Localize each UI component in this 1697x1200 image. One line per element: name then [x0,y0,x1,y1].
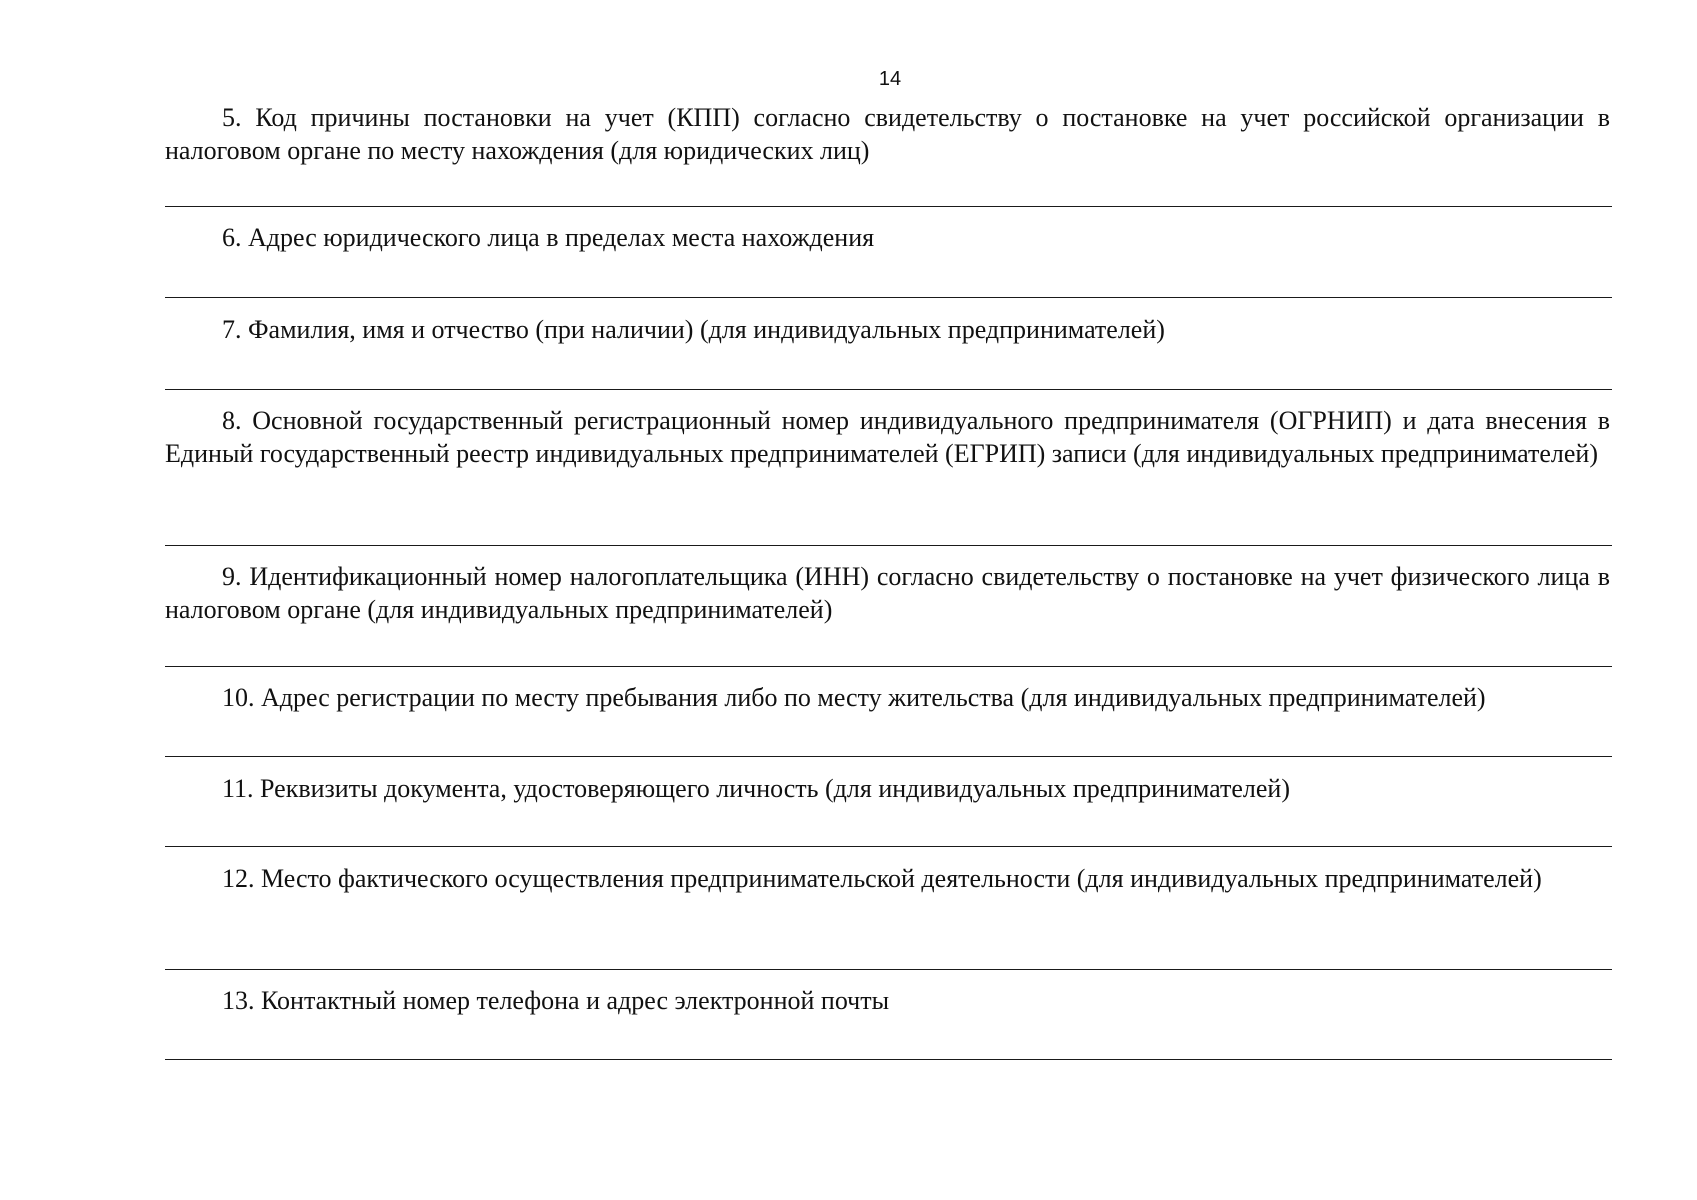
item-label: Адрес регистрации по месту пребывания либо по месту жительства (для индивидуальных предпринимателей) [261,683,1486,712]
fill-in-line-11[interactable] [165,846,1612,847]
form-item-9 [165,561,1610,626]
fill-in-line-12[interactable] [165,969,1612,970]
fill-in-line-8[interactable] [165,545,1612,546]
item-label: Контактный номер телефона и адрес электронной почты [261,986,890,1015]
item-label: Место фактического осуществления предпринимательской деятельности (для индивидуальных предпринимателей) [261,864,1542,893]
item-number: 10. [222,683,255,712]
item-label: Фамилия, имя и отчество (при наличии) (для индивидуальных предпринимателей) [248,315,1165,344]
fill-in-line-13[interactable] [165,1059,1612,1060]
fill-in-line-9[interactable] [165,666,1612,667]
form-item-11 [165,773,1610,806]
fill-in-line-5[interactable] [165,206,1612,207]
form-item-12 [165,863,1610,896]
item-label: Основной государственный регистрационный номер индивидуального предпринимателя (ОГРНИП) и дата внесения в Единый государственный реестр индивидуальных предпринимателей (ЕГРИП) записи (для индивидуальных предпринимателей) [165,406,1611,468]
form-item-7 [165,314,1610,347]
item-number: 6. [222,223,242,252]
item-number: 11. [222,774,254,803]
fill-in-line-6[interactable] [165,297,1612,298]
item-number: 12. [222,864,255,893]
form-item-6 [165,222,1610,255]
item-number: 7. [222,315,242,344]
item-number: 13. [222,986,255,1015]
item-label: Адрес юридического лица в пределах места нахождения [248,223,875,252]
item-label: Идентификационный номер налогоплательщика (ИНН) согласно свидетельству о постановке на учет физического лица в налоговом органе (для индивидуальных предпринимателей) [165,562,1610,624]
form-item-10 [165,682,1610,715]
item-number: 8. [222,406,242,435]
item-label: Код причины постановки на учет (КПП) согласно свидетельству о постановке на учет российской организации в налоговом органе по месту нахождения (для юридических лиц) [165,103,1610,165]
fill-in-line-7[interactable] [165,389,1612,390]
form-item-13 [165,985,1610,1018]
form-item-8 [165,405,1610,470]
fill-in-line-10[interactable] [165,756,1612,757]
item-label: Реквизиты документа, удостоверяющего личность (для индивидуальных предпринимателей) [260,774,1291,803]
page-number: 14 [878,68,902,90]
form-item-5 [165,102,1610,167]
item-number: 9. [222,562,242,591]
item-number: 5. [222,103,242,132]
